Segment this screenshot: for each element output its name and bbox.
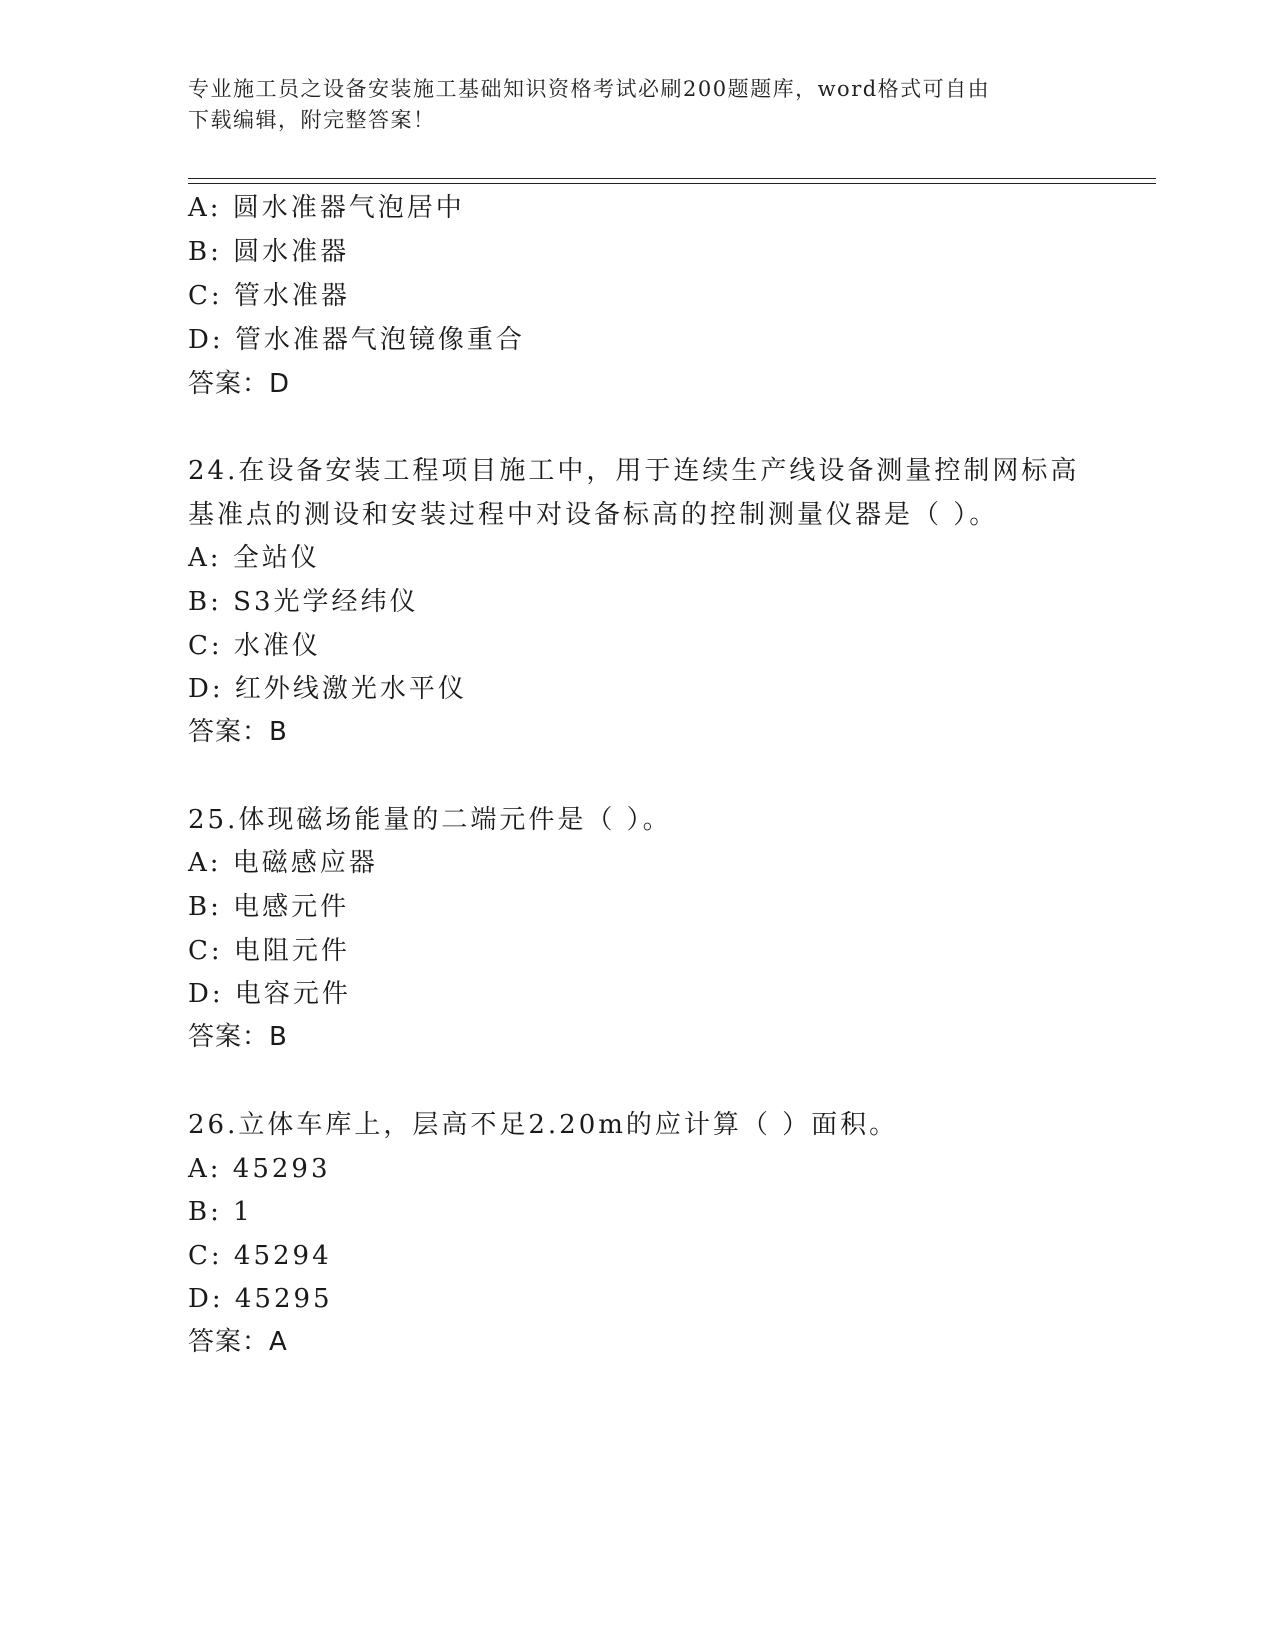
option-d: D: 电容元件 bbox=[188, 979, 351, 1009]
option-c: C: 45294 bbox=[188, 1241, 332, 1271]
header-line-1: 专业施工员之设备安装施工基础知识资格考试必刷200题题库，word格式可自由 bbox=[188, 77, 991, 101]
answer-label: 答案：B bbox=[188, 1022, 288, 1052]
question-24-text-line-2: 基准点的测设和安装过程中对设备标高的控制测量仪器是（ ）。 bbox=[188, 500, 999, 530]
answer-label: 答案：D bbox=[188, 369, 291, 399]
question-25-text: 25.体现磁场能量的二端元件是（ ）。 bbox=[188, 805, 672, 835]
question-24-text-line-1: 24.在设备安装工程项目施工中，用于连续生产线设备测量控制网标高 bbox=[188, 456, 1080, 486]
header-divider-top bbox=[188, 178, 1156, 179]
answer-label: 答案：A bbox=[188, 1327, 288, 1357]
option-a: A: 电磁感应器 bbox=[188, 848, 378, 878]
option-a: A: 圆水准器气泡居中 bbox=[188, 193, 465, 223]
option-a: A: 45293 bbox=[188, 1154, 331, 1184]
option-b: B: 电感元件 bbox=[188, 892, 350, 922]
header-divider-bottom bbox=[188, 183, 1156, 184]
option-c: C: 管水准器 bbox=[188, 281, 350, 311]
option-c: C: 水准仪 bbox=[188, 631, 321, 661]
option-d: D: 红外线激光水平仪 bbox=[188, 674, 467, 704]
option-d: D: 管水准器气泡镜像重合 bbox=[188, 325, 525, 355]
answer-label: 答案：B bbox=[188, 717, 288, 747]
option-b: B: 圆水准器 bbox=[188, 237, 350, 267]
option-a: A: 全站仪 bbox=[188, 543, 320, 573]
option-b: B: 1 bbox=[188, 1197, 253, 1227]
option-b: B: S3光学经纬仪 bbox=[188, 587, 419, 617]
document-header bbox=[188, 74, 1068, 136]
option-c: C: 电阻元件 bbox=[188, 936, 350, 966]
question-26-text: 26.立体车库上，层高不足2.20m的应计算（ ）面积。 bbox=[188, 1110, 899, 1140]
header-line-2: 下载编辑，附完整答案！ bbox=[188, 108, 436, 132]
option-d: D: 45295 bbox=[188, 1284, 333, 1314]
